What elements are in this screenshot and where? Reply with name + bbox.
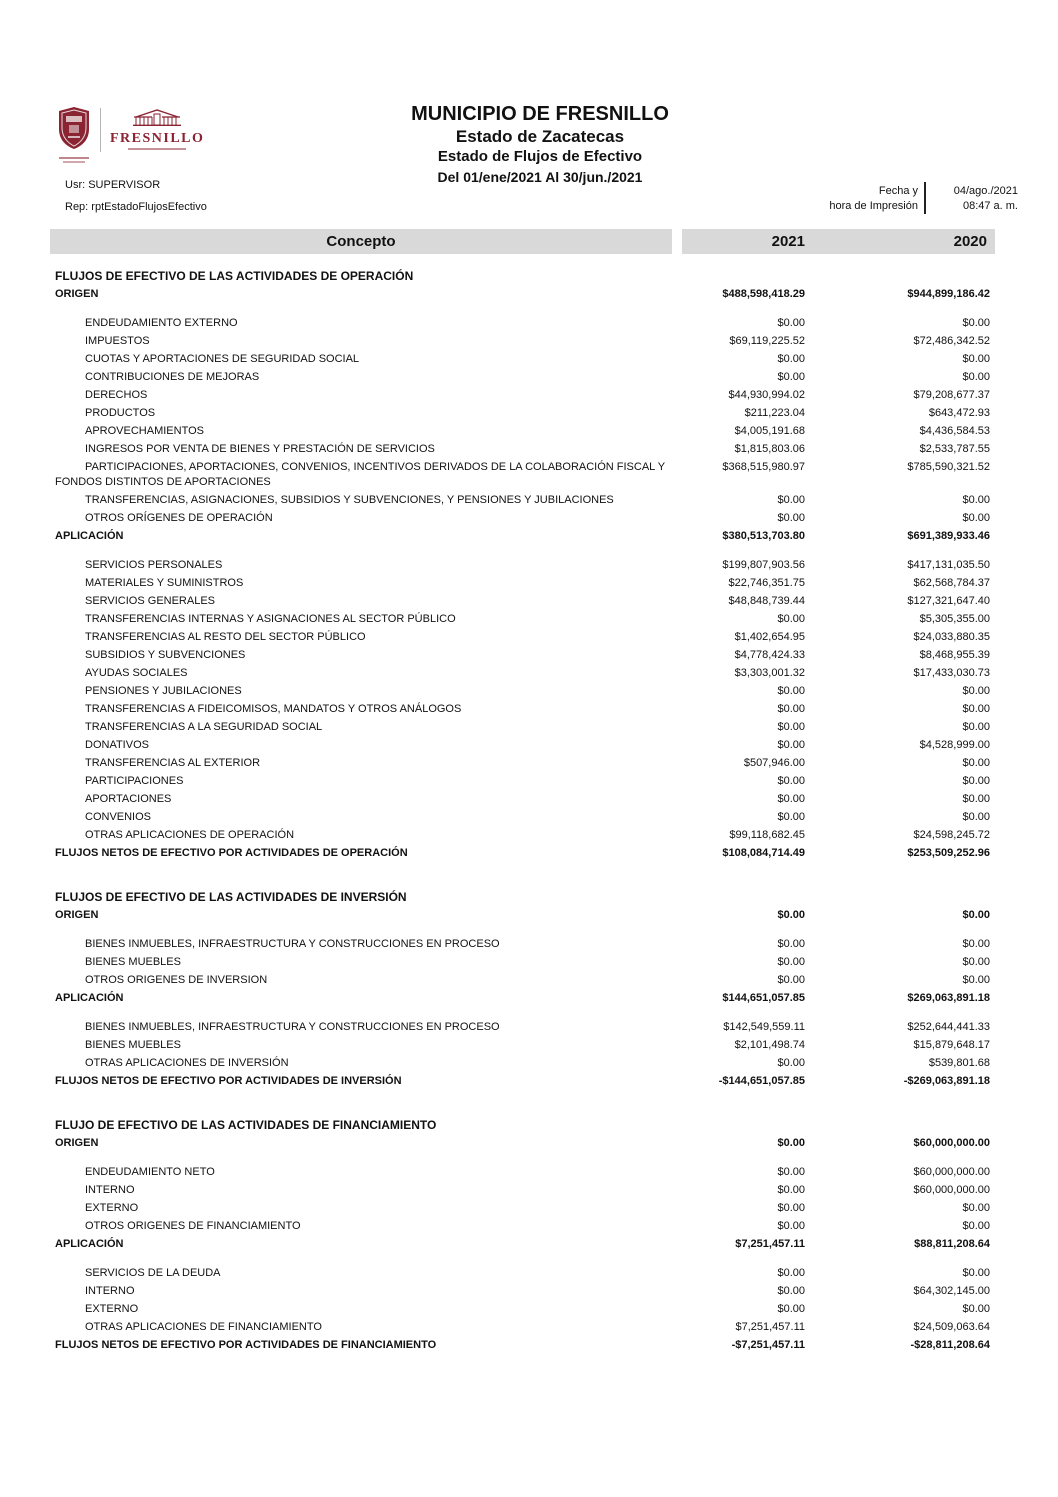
row-value-2020: $72,486,342.52: [913, 335, 990, 347]
row-value-2021: -$144,651,057.85: [718, 1075, 805, 1087]
row-value-2021: $0.00: [777, 613, 805, 625]
detail-row: [50, 937, 995, 952]
row-label: OTROS ORÍGENES DE OPERACIÓN: [85, 512, 273, 524]
row-value-2021: $0.00: [777, 1220, 805, 1232]
row-value-2020: $0.00: [962, 956, 990, 968]
cash-flow-table: [50, 229, 995, 1356]
row-label: TRANSFERENCIAS INTERNAS Y ASIGNACIONES AL SECTOR PÚBLICO: [85, 613, 456, 625]
row-value-2020: $643,472.93: [928, 407, 990, 419]
detail-row: [50, 1165, 995, 1180]
row-value-2020: $0.00: [962, 793, 990, 805]
row-value-2021: $0.00: [777, 703, 805, 715]
report-title-block: [22, 102, 1058, 187]
row-label: APORTACIONES: [85, 793, 172, 805]
row-value-2021: $7,251,457.11: [735, 1321, 805, 1333]
row-value-2020: $0.00: [962, 685, 990, 697]
total-row: [50, 287, 995, 302]
row-spacer: [50, 926, 995, 937]
row-label: BIENES MUEBLES: [85, 956, 181, 968]
report-id-label: Rep: rptEstadoFlujosEfectivo: [65, 201, 207, 213]
row-label: TRANSFERENCIAS AL EXTERIOR: [85, 757, 261, 769]
row-value-2020: $0.00: [962, 371, 990, 383]
row-label: OTROS ORIGENES DE INVERSION: [85, 974, 268, 986]
row-value-2021: $507,946.00: [743, 757, 805, 769]
row-value-2020: $62,568,784.37: [913, 577, 990, 589]
row-label: OTRAS APLICACIONES DE OPERACIÓN: [85, 829, 295, 841]
row-value-2021: $0.00: [777, 909, 805, 921]
section-title: FLUJO DE EFECTIVO DE LAS ACTIVIDADES DE FINANCIAMIENTO: [55, 1118, 437, 1132]
row-label: APLICACIÓN: [55, 1238, 124, 1250]
detail-row: [50, 666, 995, 681]
row-value-2020: $0.00: [962, 494, 990, 506]
row-value-2021: $0.00: [777, 317, 805, 329]
total-row: [50, 846, 995, 861]
row-value-2021: $3,303,001.32: [734, 667, 805, 679]
row-label: TRANSFERENCIAS AL RESTO DEL SECTOR PÚBLICO: [85, 631, 366, 643]
detail-row: [50, 594, 995, 609]
row-label: BIENES MUEBLES: [85, 1039, 181, 1051]
row-value-2020: $253,509,252.96: [907, 847, 990, 859]
row-value-2020: $0.00: [962, 1202, 990, 1214]
row-value-2020: $691,389,933.46: [907, 530, 990, 542]
detail-row: [50, 810, 995, 825]
row-spacer: [50, 1154, 995, 1165]
row-spacer: [50, 1255, 995, 1266]
fresnillo-logo-text: FRESNILLO: [110, 131, 205, 146]
total-row: [50, 908, 995, 923]
detail-row: [50, 1183, 995, 1198]
section-title: FLUJOS DE EFECTIVO DE LAS ACTIVIDADES DE INVERSIÓN: [55, 890, 407, 904]
row-value-2020: $0.00: [962, 909, 990, 921]
detail-row: [50, 442, 995, 457]
row-value-2021: $0.00: [777, 371, 805, 383]
row-label: SERVICIOS DE LA DEUDA: [85, 1267, 221, 1279]
row-value-2021: $199,807,903.56: [722, 559, 805, 571]
row-value-2021: $0.00: [777, 956, 805, 968]
row-value-2021: $0.00: [777, 1166, 805, 1178]
row-value-2021: $0.00: [777, 938, 805, 950]
detail-row: [50, 352, 995, 367]
row-value-2020: $0.00: [962, 721, 990, 733]
table-header-row: [50, 229, 995, 254]
detail-row: [50, 1056, 995, 1071]
detail-row: [50, 1020, 995, 1035]
total-row: [50, 1136, 995, 1151]
row-value-2021: $2,101,498.74: [734, 1039, 805, 1051]
detail-row: [50, 406, 995, 421]
detail-row: [50, 493, 995, 508]
detail-row: [50, 1320, 995, 1335]
column-header-gap: [672, 229, 682, 254]
row-value-2021: $0.00: [777, 775, 805, 787]
row-value-2020: $539,801.68: [928, 1057, 990, 1069]
row-label: SERVICIOS GENERALES: [85, 595, 216, 607]
detail-row: [50, 612, 995, 627]
row-value-2021: $0.00: [777, 494, 805, 506]
detail-row: [50, 1201, 995, 1216]
row-label: SUBSIDIOS Y SUBVENCIONES: [85, 649, 246, 661]
row-label: DERECHOS: [85, 389, 148, 401]
row-value-2020: $0.00: [962, 938, 990, 950]
section-title-row: [50, 890, 995, 905]
row-value-2020: $8,468,955.39: [919, 649, 990, 661]
row-value-2020: $0.00: [962, 775, 990, 787]
row-label: OTRAS APLICACIONES DE INVERSIÓN: [85, 1057, 289, 1069]
row-value-2020: $17,433,030.73: [913, 667, 990, 679]
row-label: FLUJOS NETOS DE EFECTIVO POR ACTIVIDADES DE INVERSIÓN: [55, 1075, 402, 1087]
detail-row: [50, 973, 995, 988]
detail-row: [50, 648, 995, 663]
row-value-2020: $24,033,880.35: [913, 631, 990, 643]
row-label: CONTRIBUCIONES DE MEJORAS: [85, 371, 260, 383]
row-label: CUOTAS Y APORTACIONES DE SEGURIDAD SOCIAL: [85, 353, 360, 365]
row-spacer: [50, 1009, 995, 1020]
detail-row: [50, 576, 995, 591]
row-value-2020: $0.00: [962, 1267, 990, 1279]
row-label: ORIGEN: [55, 288, 99, 300]
row-label: TRANSFERENCIAS, ASIGNACIONES, SUBSIDIOS Y SUBVENCIONES, Y PENSIONES Y JUBILACIONES: [85, 494, 614, 506]
row-value-2021: $368,515,980.97: [722, 461, 805, 473]
row-value-2021: -$7,251,457.11: [731, 1339, 805, 1351]
row-value-2020: $24,598,245.72: [913, 829, 990, 841]
row-label: IMPUESTOS: [85, 335, 150, 347]
row-spacer: [50, 1092, 995, 1118]
row-value-2021: $0.00: [777, 739, 805, 751]
detail-row: [50, 684, 995, 699]
row-label: ORIGEN: [55, 1137, 99, 1149]
detail-row: [50, 720, 995, 735]
row-value-2021: $0.00: [777, 1303, 805, 1315]
row-label: INGRESOS POR VENTA DE BIENES Y PRESTACIÓN DE SERVICIOS: [85, 443, 435, 455]
section-title-row: [50, 1118, 995, 1133]
row-value-2020: $4,436,584.53: [919, 425, 990, 437]
detail-row: [50, 630, 995, 645]
row-label: INTERNO: [85, 1285, 135, 1297]
row-value-2020: $417,131,035.50: [907, 559, 990, 571]
column-header-years: [682, 229, 995, 254]
row-value-2020: $60,000,000.00: [913, 1184, 990, 1196]
row-value-2021: $0.00: [777, 1202, 805, 1214]
table-body: [50, 269, 995, 1353]
row-label: ENDEUDAMIENTO EXTERNO: [85, 317, 238, 329]
row-value-2021: $48,848,739.44: [728, 595, 805, 607]
row-value-2020: $0.00: [962, 811, 990, 823]
row-value-2021: $22,746,351.75: [728, 577, 805, 589]
detail-row: [50, 756, 995, 771]
row-value-2021: $0.00: [777, 974, 805, 986]
row-label: AYUDAS SOCIALES: [85, 667, 188, 679]
column-header-2021: 2021: [771, 233, 805, 250]
row-value-2020: $127,321,647.40: [907, 595, 990, 607]
detail-row: [50, 316, 995, 331]
row-value-2020: $60,000,000.00: [913, 1166, 990, 1178]
total-row: [50, 991, 995, 1006]
row-label: APROVECHAMIENTOS: [85, 425, 204, 437]
row-value-2020: $88,811,208.64: [914, 1238, 990, 1250]
row-value-2021: $488,598,418.29: [722, 288, 805, 300]
row-label: OTROS ORIGENES DE FINANCIAMIENTO: [85, 1220, 301, 1232]
row-value-2021: $7,251,457.11: [735, 1238, 805, 1250]
row-value-2021: $108,084,714.49: [722, 847, 805, 859]
row-label: TRANSFERENCIAS A FIDEICOMISOS, MANDATOS Y OTROS ANÁLOGOS: [85, 703, 462, 715]
row-label: EXTERNO: [85, 1303, 139, 1315]
row-value-2021: $0.00: [777, 1285, 805, 1297]
row-label: PARTICIPACIONES: [85, 775, 184, 787]
detail-row: [50, 1284, 995, 1299]
row-label: TRANSFERENCIAS A LA SEGURIDAD SOCIAL: [85, 721, 323, 733]
row-value-2021: $44,930,994.02: [728, 389, 805, 401]
print-info: [829, 182, 1018, 214]
detail-row: [50, 1266, 995, 1281]
column-header-2020: 2020: [953, 233, 987, 250]
row-spacer: [50, 547, 995, 558]
row-value-2020: $60,000,000.00: [913, 1137, 990, 1149]
detail-row: [50, 511, 995, 526]
print-info-divider: [924, 182, 926, 214]
detail-row: [50, 424, 995, 439]
row-value-2020: $0.00: [962, 512, 990, 524]
total-row: [50, 1237, 995, 1252]
row-value-2021: $0.00: [777, 721, 805, 733]
row-value-2020: $15,879,648.17: [913, 1039, 990, 1051]
row-label: FLUJOS NETOS DE EFECTIVO POR ACTIVIDADES DE OPERACIÓN: [55, 847, 408, 859]
column-header-concepto: Concepto: [50, 229, 672, 254]
row-label: FLUJOS NETOS DE EFECTIVO POR ACTIVIDADES DE FINANCIAMIENTO: [55, 1339, 437, 1351]
row-value-2021: $0.00: [777, 793, 805, 805]
row-value-2021: $0.00: [777, 685, 805, 697]
row-value-2020: $0.00: [962, 1303, 990, 1315]
row-label: CONVENIOS: [85, 811, 152, 823]
row-value-2021: $1,815,803.06: [734, 443, 805, 455]
total-row: [50, 529, 995, 544]
detail-row: [50, 774, 995, 789]
row-spacer: [50, 305, 995, 316]
row-label: EXTERNO: [85, 1202, 139, 1214]
section-title: FLUJOS DE EFECTIVO DE LAS ACTIVIDADES DE OPERACIÓN: [55, 269, 414, 283]
row-value-2020: $0.00: [962, 757, 990, 769]
row-value-2020: $252,644,441.33: [907, 1021, 990, 1033]
detail-row: [50, 558, 995, 573]
row-label: ENDEUDAMIENTO NETO: [85, 1166, 215, 1178]
print-date: 04/ago./2021: [953, 185, 1018, 197]
row-value-2021: $0.00: [777, 1267, 805, 1279]
row-value-2020: $0.00: [962, 703, 990, 715]
row-label: BIENES INMUEBLES, INFRAESTRUCTURA Y CONSTRUCCIONES EN PROCESO: [85, 1021, 500, 1033]
detail-row: [50, 828, 995, 843]
row-label: APLICACIÓN: [55, 992, 124, 1004]
row-value-2021: $144,651,057.85: [722, 992, 805, 1004]
row-value-2020: $79,208,677.37: [913, 389, 990, 401]
row-label: DONATIVOS: [85, 739, 149, 751]
detail-row: [50, 955, 995, 970]
row-value-2021: $0.00: [777, 811, 805, 823]
row-value-2020: $0.00: [962, 1220, 990, 1232]
user-label: Usr: SUPERVISOR: [65, 179, 161, 191]
row-label: MATERIALES Y SUMINISTROS: [85, 577, 244, 589]
row-value-2020: $24,509,063.64: [913, 1321, 990, 1333]
row-value-2021: $4,778,424.33: [734, 649, 805, 661]
row-value-2021: $0.00: [777, 1137, 805, 1149]
print-info-label: Fecha y hora de Impresión: [829, 185, 918, 212]
row-value-2021: $0.00: [777, 1057, 805, 1069]
page-title: MUNICIPIO DE FRESNILLO: [411, 103, 669, 125]
row-value-2020: $944,899,186.42: [907, 288, 990, 300]
row-value-2020: $269,063,891.18: [907, 992, 990, 1004]
row-label: PRODUCTOS: [85, 407, 156, 419]
print-time: 08:47 a. m.: [962, 200, 1018, 212]
row-label: OTRAS APLICACIONES DE FINANCIAMIENTO: [85, 1321, 322, 1333]
total-row: [50, 1074, 995, 1089]
row-label: PARTICIPACIONES, APORTACIONES, CONVENIOS, INCENTIVOS DERIVADOS DE LA COLABORACIÓN FISCAL Y FONDOS DISTINTOS DE APORTACIONES: [55, 461, 665, 488]
row-label: PENSIONES Y JUBILACIONES: [85, 685, 242, 697]
row-label: APLICACIÓN: [55, 530, 124, 542]
detail-row: [50, 1038, 995, 1053]
detail-row: [50, 702, 995, 717]
row-value-2020: $5,305,355.00: [919, 613, 990, 625]
row-value-2021: $380,513,703.80: [722, 530, 805, 542]
row-value-2021: $0.00: [777, 512, 805, 524]
detail-row: [50, 792, 995, 807]
detail-row: [50, 1302, 995, 1317]
detail-row: [50, 1219, 995, 1234]
row-value-2020: $0.00: [962, 317, 990, 329]
detail-row: [50, 370, 995, 385]
row-value-2021: $99,118,682.45: [729, 829, 805, 841]
row-value-2021: $0.00: [777, 353, 805, 365]
row-label: BIENES INMUEBLES, INFRAESTRUCTURA Y CONSTRUCCIONES EN PROCESO: [85, 938, 500, 950]
row-value-2020: -$28,811,208.64: [910, 1339, 990, 1351]
row-label: ORIGEN: [55, 909, 99, 921]
row-value-2021: $211,223.04: [744, 407, 805, 419]
row-value-2020: $2,533,787.55: [919, 443, 990, 455]
print-info-values: [932, 182, 1018, 214]
section-title-row: [50, 269, 995, 284]
row-value-2020: $64,302,145.00: [913, 1285, 990, 1297]
row-spacer: [50, 864, 995, 890]
row-value-2020: $0.00: [962, 974, 990, 986]
detail-row: [50, 738, 995, 753]
state-subtitle: Estado de Zacatecas: [455, 127, 625, 146]
row-value-2021: $1,402,654.95: [734, 631, 805, 643]
detail-row: [50, 388, 995, 403]
report-period: Del 01/ene/2021 Al 30/jun./2021: [437, 169, 643, 185]
report-name: Estado de Flujos de Efectivo: [437, 148, 643, 165]
row-value-2020: $0.00: [962, 353, 990, 365]
row-value-2020: $4,528,999.00: [919, 739, 990, 751]
detail-row: [50, 334, 995, 349]
total-row: [50, 1338, 995, 1353]
row-value-2021: $69,119,225.52: [729, 335, 805, 347]
row-label: INTERNO: [85, 1184, 135, 1196]
detail-row: [50, 460, 995, 490]
row-value-2020: -$269,063,891.18: [903, 1075, 990, 1087]
row-value-2021: $4,005,191.68: [734, 425, 805, 437]
row-value-2020: $785,590,321.52: [907, 461, 990, 473]
row-label: SERVICIOS PERSONALES: [85, 559, 223, 571]
row-value-2021: $142,549,559.11: [723, 1021, 805, 1033]
row-value-2021: $0.00: [777, 1184, 805, 1196]
